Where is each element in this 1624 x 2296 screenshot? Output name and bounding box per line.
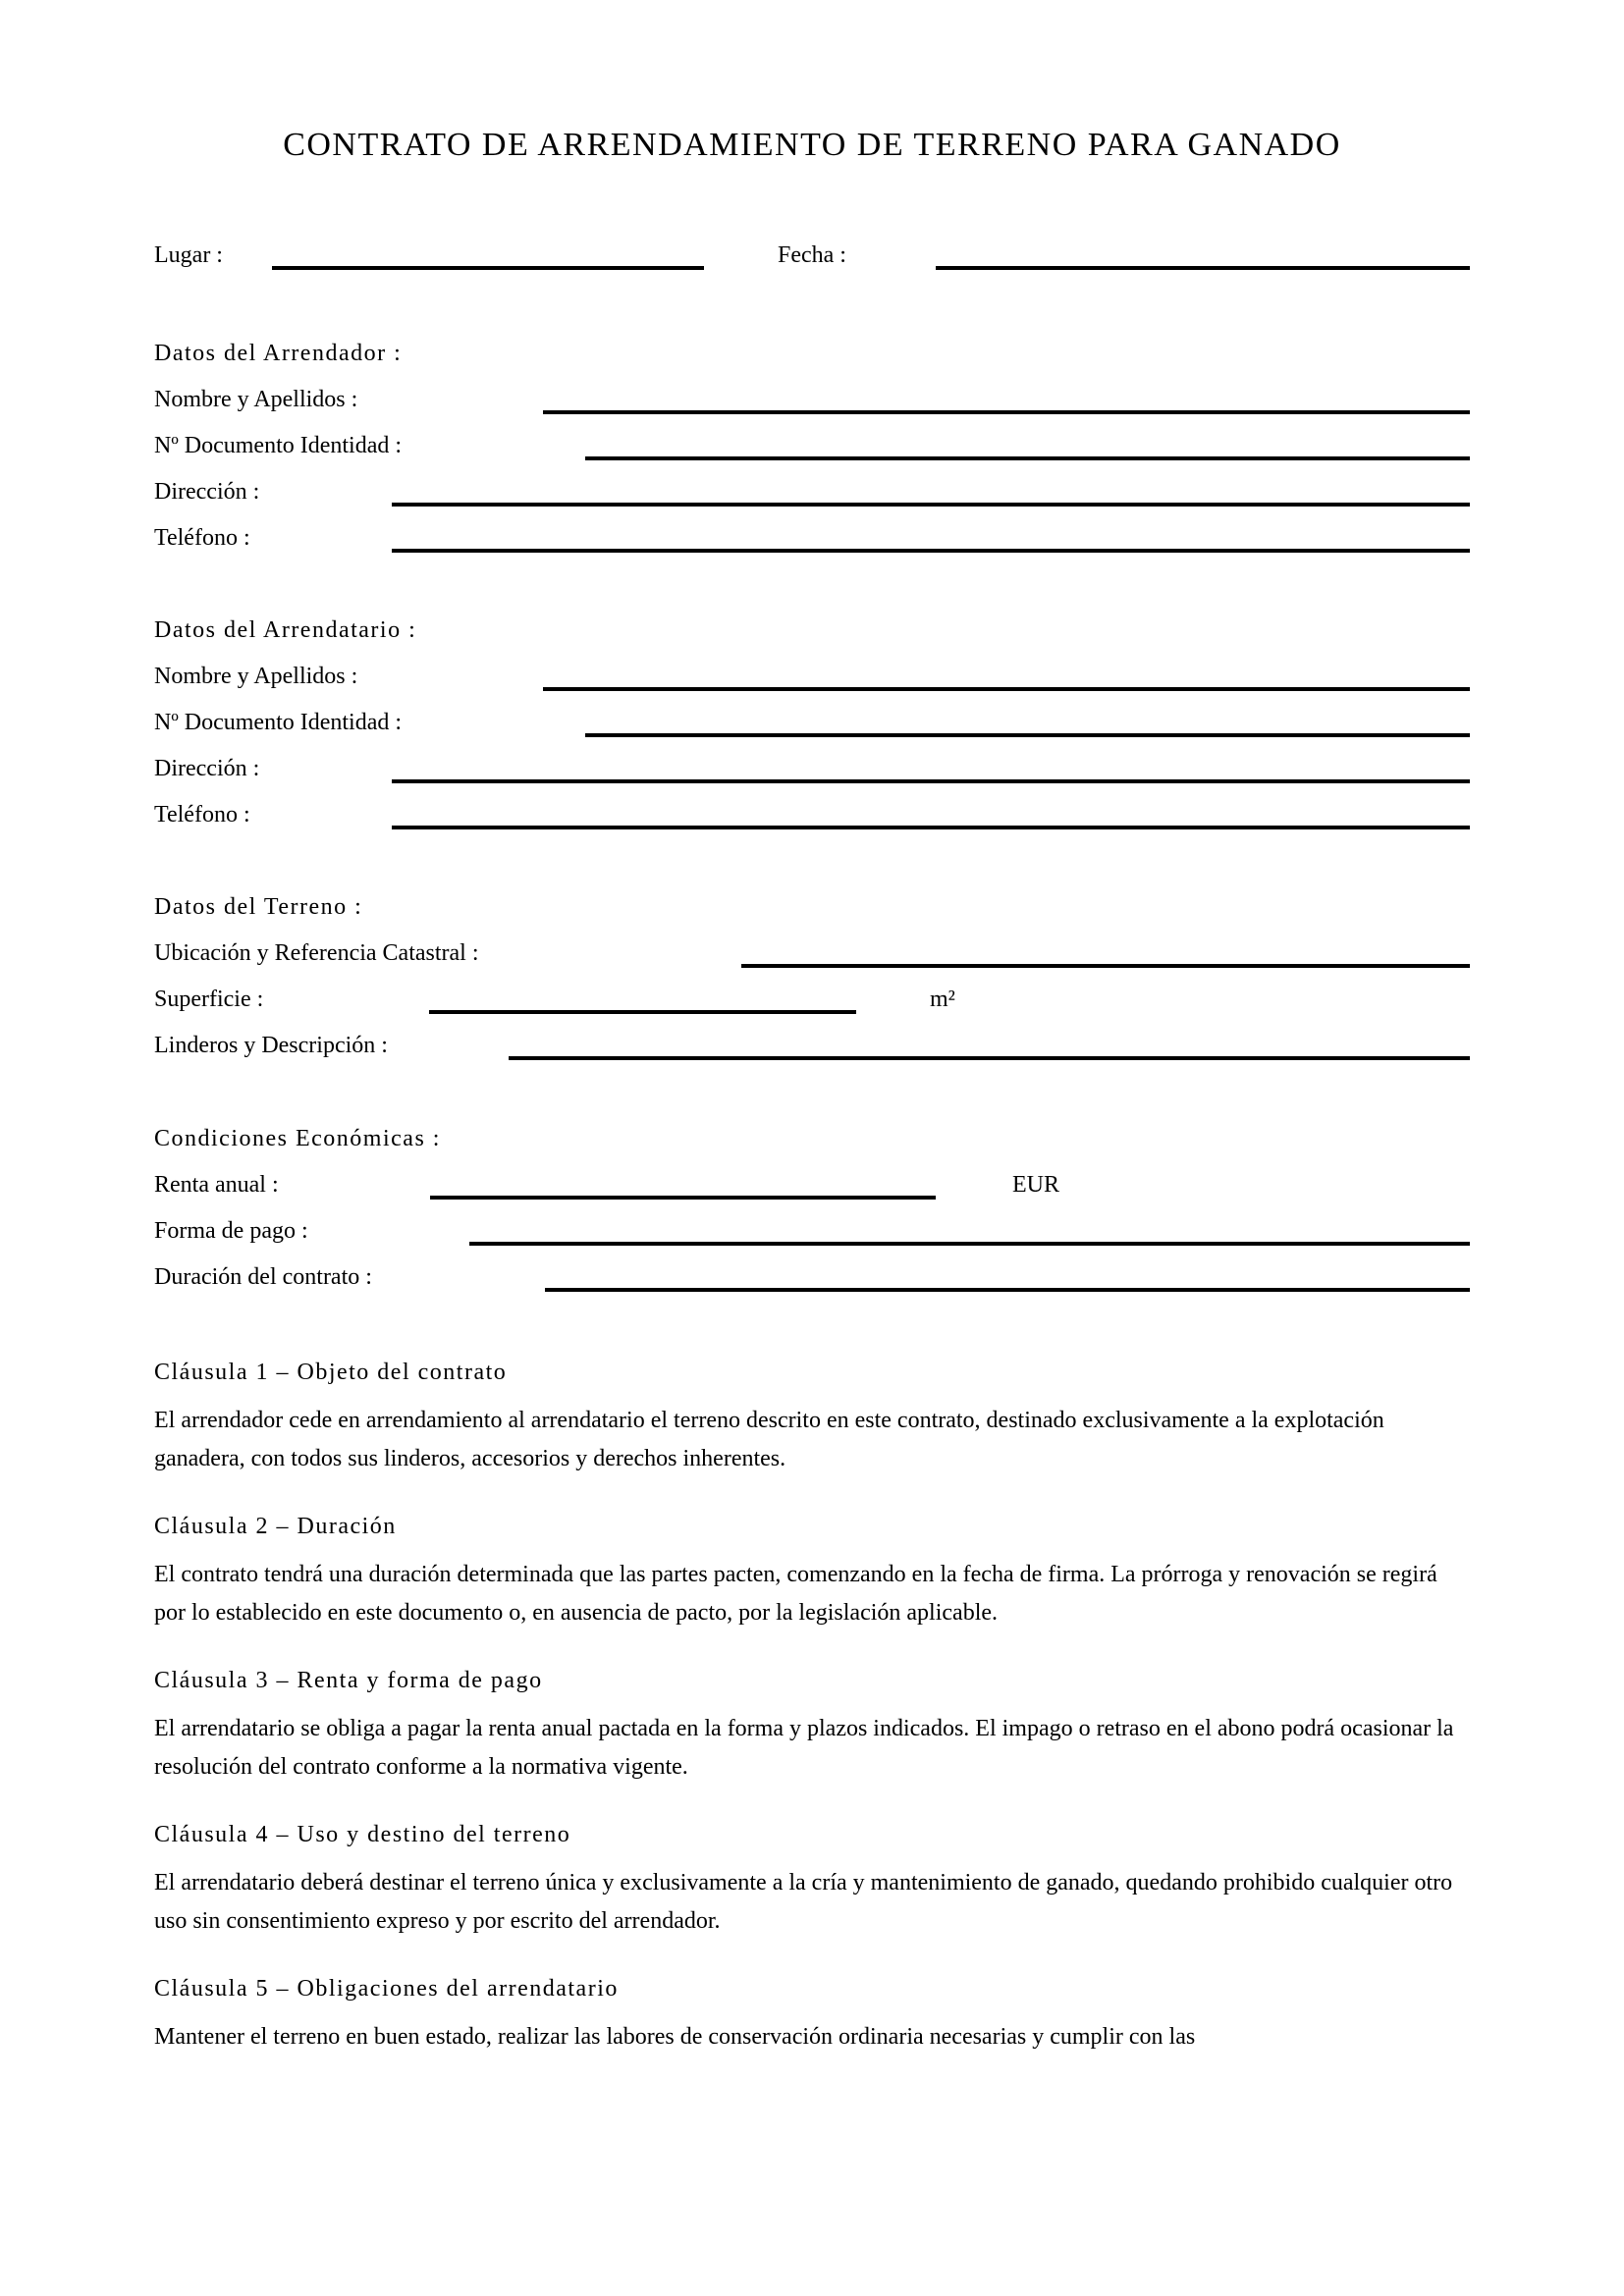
arrendador-telefono-input-line[interactable] [392, 549, 1470, 553]
arrendatario-nombre-label: Nombre y Apellidos : [154, 664, 358, 689]
lugar-label: Lugar : [154, 242, 223, 268]
arrendador-telefono-label: Teléfono : [154, 525, 250, 551]
arrendatario-documento-input-line[interactable] [585, 733, 1470, 737]
terreno-ubicacion-input-line[interactable] [741, 964, 1470, 968]
terreno-ubicacion-row [154, 938, 1470, 985]
renta-anual-input-line[interactable] [430, 1196, 936, 1200]
arrendador-nombre-label: Nombre y Apellidos : [154, 387, 358, 412]
arrendador-section-heading-row [154, 339, 1470, 385]
clauses-section [154, 1358, 1470, 2056]
arrendatario-direccion-row [154, 754, 1470, 800]
arrendatario-nombre-row [154, 662, 1470, 708]
lugar-input-line[interactable] [272, 266, 704, 270]
arrendador-direccion-input-line[interactable] [392, 503, 1470, 507]
terreno-superficie-input-line[interactable] [429, 1010, 856, 1014]
lugar-fecha-row [154, 240, 1470, 287]
arrendatario-telefono-input-line[interactable] [392, 826, 1470, 829]
arrendador-nombre-input-line[interactable] [543, 410, 1470, 414]
arrendador-documento-row [154, 431, 1470, 477]
arrendador-direccion-row [154, 477, 1470, 523]
arrendatario-direccion-input-line[interactable] [392, 779, 1470, 783]
clause-4-heading: Cláusula 4 – Uso y destino del terreno [154, 1822, 571, 1847]
forma-de-pago-input-line[interactable] [469, 1242, 1470, 1246]
arrendatario-documento-row [154, 708, 1470, 754]
arrendatario-telefono-label: Teléfono : [154, 802, 250, 828]
renta-anual-label: Renta anual : [154, 1172, 279, 1198]
clause-2-heading: Cláusula 2 – Duración [154, 1514, 397, 1539]
forma-de-pago-label: Forma de pago : [154, 1218, 308, 1244]
terreno-linderos-label: Linderos y Descripción : [154, 1033, 388, 1058]
clause-1 [154, 1358, 1470, 1478]
arrendatario-documento-label: Nº Documento Identidad : [154, 710, 403, 735]
terreno-ubicacion-label: Ubicación y Referencia Catastral : [154, 940, 479, 966]
clause-2 [154, 1512, 1470, 1632]
clause-5-body: Mantener el terreno en buen estado, realizar las labores de conservación ordinaria necesarias y cumplir con las [154, 2024, 1196, 2050]
arrendador-direccion-label: Dirección : [154, 479, 260, 505]
clause-3 [154, 1666, 1470, 1787]
terreno-linderos-input-line[interactable] [509, 1056, 1470, 1060]
economicas-duracion-row [154, 1262, 1470, 1308]
duracion-contrato-input-line[interactable] [545, 1288, 1470, 1292]
clause-3-body: El arrendatario se obliga a pagar la renta anual pactada en la forma y plazos indicados. El impago o retraso en el abono podrá ocasionar la resolución del contrato conforme a la normativa vigente. [154, 1716, 1454, 1780]
fecha-label: Fecha : [778, 242, 846, 268]
arrendador-nombre-row [154, 385, 1470, 431]
renta-currency-label: EUR [1012, 1172, 1059, 1198]
arrendatario-nombre-input-line[interactable] [543, 687, 1470, 691]
clause-2-body: El contrato tendrá una duración determinada que las partes pacten, comenzando en la fecha de firma. La prórroga y renovación se regirá por lo establecido en este documento o, en ausencia de pacto, por la legislación aplicable. [154, 1562, 1437, 1626]
arrendador-documento-input-line[interactable] [585, 456, 1470, 460]
clause-5-heading: Cláusula 5 – Obligaciones del arrendatario [154, 1976, 619, 2002]
terreno-linderos-row [154, 1031, 1470, 1077]
arrendatario-section-heading: Datos del Arrendatario : [154, 617, 417, 643]
fecha-input-line[interactable] [936, 266, 1470, 270]
economicas-forma-row [154, 1216, 1470, 1262]
clause-1-heading: Cláusula 1 – Objeto del contrato [154, 1360, 508, 1385]
superficie-unit-label: m² [930, 987, 955, 1012]
clause-1-body: El arrendador cede en arrendamiento al arrendatario el terreno descrito en este contrato, destinado exclusivamente a la explotación ganadera, con todos sus linderos, accesorios y derechos inherentes. [154, 1408, 1384, 1471]
arrendatario-direccion-label: Dirección : [154, 756, 260, 781]
economicas-renta-row [154, 1170, 1470, 1216]
economicas-section-heading: Condiciones Económicas : [154, 1126, 441, 1151]
clause-3-heading: Cláusula 3 – Renta y forma de pago [154, 1668, 543, 1693]
arrendador-documento-label: Nº Documento Identidad : [154, 433, 403, 458]
clause-5 [154, 1974, 1470, 2056]
arrendador-telefono-row [154, 523, 1470, 569]
terreno-section-heading-row [154, 892, 1470, 938]
terreno-section-heading: Datos del Terreno : [154, 894, 363, 920]
clause-4-body: El arrendatario deberá destinar el terreno única y exclusivamente a la cría y mantenimiento de ganado, quedando prohibido cualquier otro uso sin consentimiento expreso y por escrito del arrendador. [154, 1870, 1453, 1934]
duracion-contrato-label: Duración del contrato : [154, 1264, 372, 1290]
arrendador-section-heading: Datos del Arrendador : [154, 341, 403, 366]
arrendatario-telefono-row [154, 800, 1470, 846]
terreno-superficie-row [154, 985, 1470, 1031]
economicas-section-heading-row [154, 1124, 1470, 1170]
terreno-superficie-label: Superficie : [154, 987, 264, 1012]
arrendatario-section-heading-row [154, 615, 1470, 662]
clause-4 [154, 1820, 1470, 1941]
document-title: CONTRATO DE ARRENDAMIENTO DE TERRENO PARA GANADO [283, 127, 1341, 163]
